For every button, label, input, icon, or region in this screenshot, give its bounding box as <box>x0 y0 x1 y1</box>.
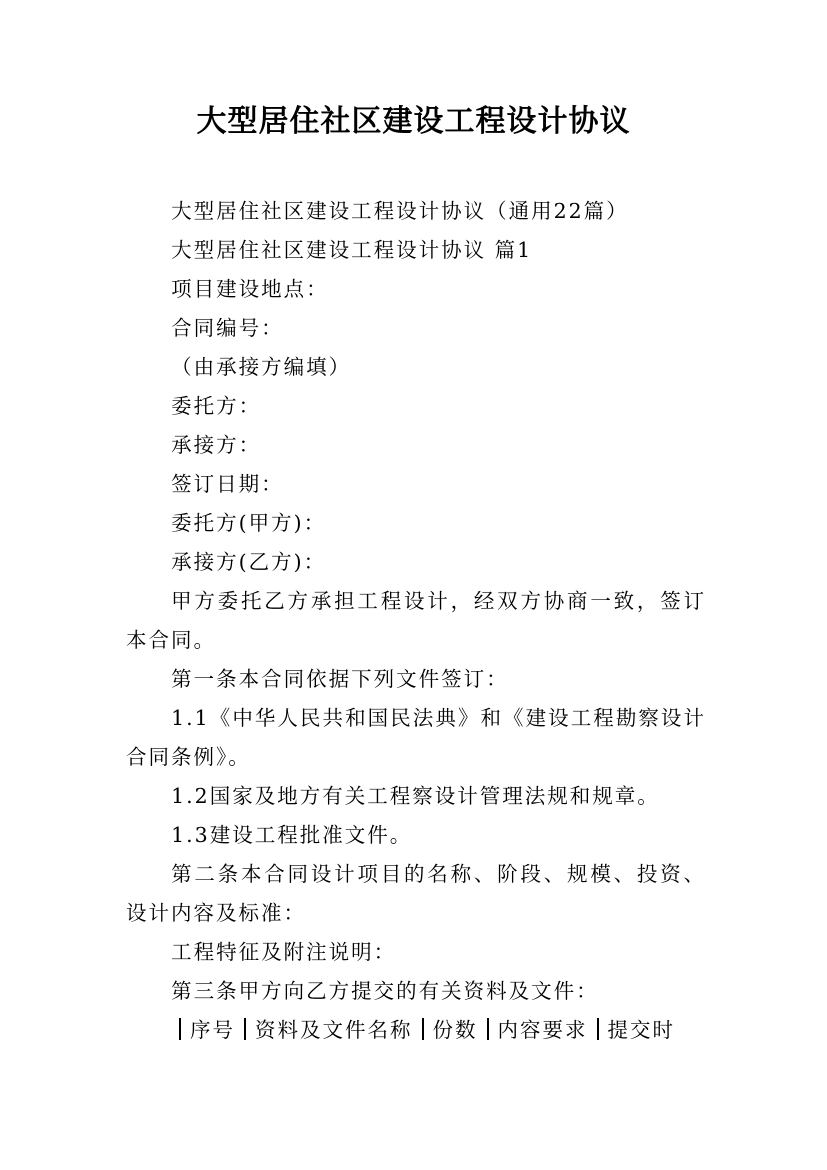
table-header-row <box>170 1011 710 1050</box>
table-divider <box>487 1018 489 1040</box>
paragraph-clause-1-2: 1.2国家及地方有关工程察设计管理法规和规章。 <box>171 784 660 808</box>
paragraph-clause-1-3: 1.3建设工程批准文件。 <box>171 823 413 847</box>
paragraph-party-a: 委托方(甲方)： <box>171 511 327 535</box>
table-divider <box>244 1018 246 1040</box>
paragraph-contractor: 承接方： <box>171 433 262 457</box>
paragraph-client: 委托方： <box>171 394 262 418</box>
table-divider <box>597 1018 599 1040</box>
document-title: 大型居住社区建设工程设计协议 <box>196 104 631 139</box>
table-divider <box>422 1018 424 1040</box>
paragraph-clause-1-1: 1.1《中华人民共和国民法典》和《建设工程勘察设计合同条例》。 <box>126 706 706 769</box>
paragraph-contract-number: 合同编号： <box>171 316 284 340</box>
paragraph-agreement-intro: 甲方委托乙方承担工程设计，经双方协商一致，签订本合同。 <box>126 589 706 652</box>
table-header-cell: 提交时 <box>607 1018 675 1042</box>
paragraph-article-1: 第一条本合同依据下列文件签订： <box>171 667 509 691</box>
paragraph-collection-title: 大型居住社区建设工程设计协议（通用22篇） <box>171 199 629 223</box>
table-divider <box>179 1018 181 1040</box>
paragraph-project-location: 项目建设地点： <box>171 277 329 301</box>
table-header-cell: 序号 <box>190 1018 235 1042</box>
table-header-cell: 资料及文件名称 <box>255 1018 413 1042</box>
table-header-cell: 份数 <box>432 1018 478 1042</box>
paragraph-project-features: 工程特征及附注说明： <box>171 940 397 964</box>
paragraph-party-b: 承接方(乙方)： <box>171 550 327 574</box>
document-body <box>126 192 706 1011</box>
paragraph-number-note: （由承接方编填） <box>171 355 352 379</box>
paragraph-sign-date: 签订日期： <box>171 472 284 496</box>
paragraph-article-3: 第三条甲方向乙方提交的有关资料及文件： <box>171 979 599 1003</box>
table-header-cell: 内容要求 <box>497 1018 588 1042</box>
paragraph-article-heading: 大型居住社区建设工程设计协议 篇1 <box>171 238 533 262</box>
paragraph-article-2: 第二条本合同设计项目的名称、阶段、规模、投资、设计内容及标准： <box>126 862 706 925</box>
